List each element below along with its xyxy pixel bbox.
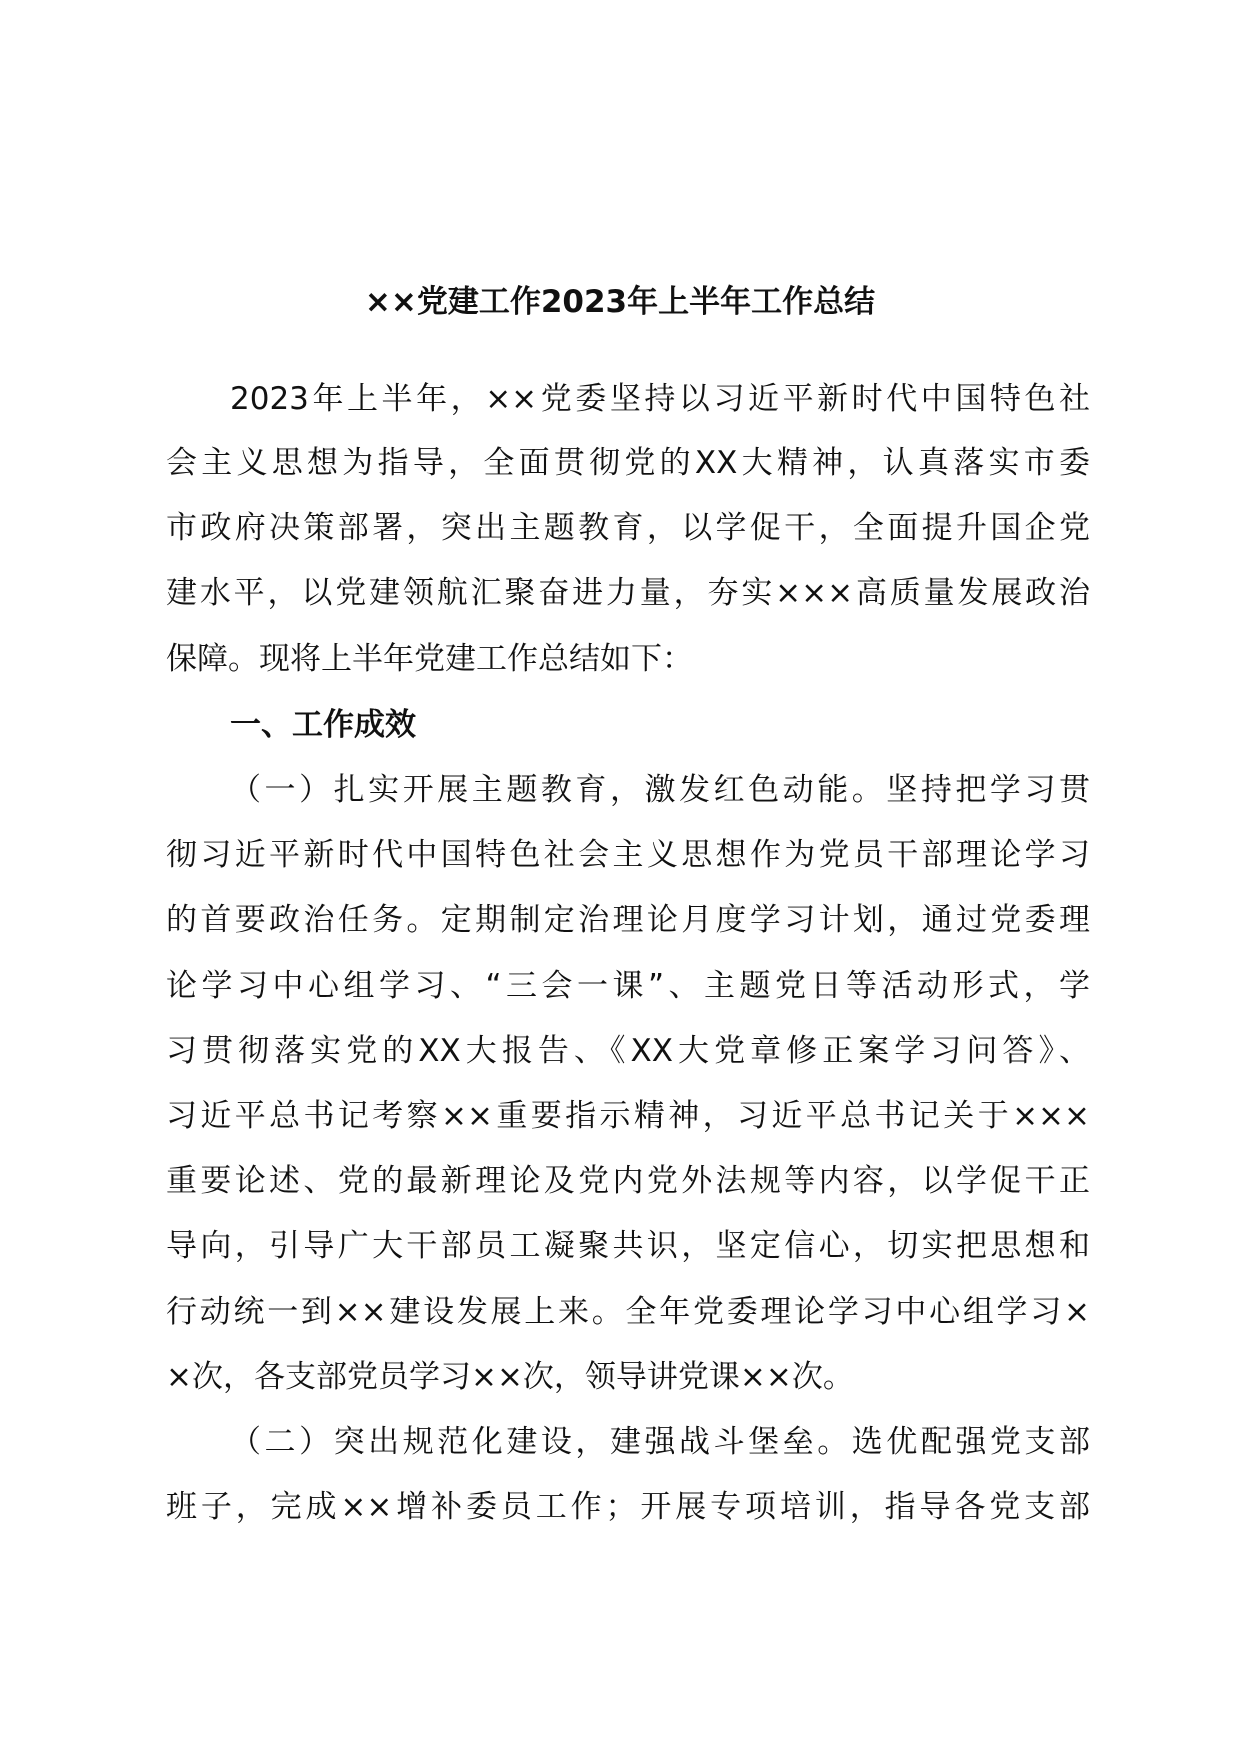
intro-line: 市政府决策部署，突出主题教育，以学促干，全面提升国企党 [166, 510, 1090, 546]
section-heading: 一、工作成效 [230, 707, 416, 743]
paragraph-line: （二）突出规范化建设，建强战斗堡垒。选优配强党支部 [230, 1424, 1090, 1460]
paragraph-line: 论学习中心组学习、“三会一课”、主题党日等活动形式，学 [166, 968, 1090, 1004]
intro-line: 保障。现将上半年党建工作总结如下： [166, 641, 693, 677]
intro-line: 建水平，以党建领航汇聚奋进力量，夯实×××高质量发展政治 [166, 575, 1090, 611]
paragraph-line: 行动统一到××建设发展上来。全年党委理论学习中心组学习× [166, 1294, 1090, 1330]
paragraph-line: 重要论述、党的最新理论及党内党外法规等内容，以学促干正 [166, 1163, 1090, 1199]
paragraph-line: ×次，各支部党员学习××次，领导讲党课××次。 [166, 1359, 854, 1395]
intro-line: 会主义思想为指导，全面贯彻党的XX大精神，认真落实市委 [166, 445, 1090, 481]
paragraph-line: 导向，引导广大干部员工凝聚共识，坚定信心，切实把思想和 [166, 1228, 1090, 1264]
paragraph-line: 习近平总书记考察××重要指示精神，习近平总书记关于××× [166, 1098, 1090, 1134]
paragraph-line: 彻习近平新时代中国特色社会主义思想作为党员干部理论学习 [166, 837, 1090, 873]
paragraph-line: 的首要政治任务。定期制定治理论月度学习计划，通过党委理 [166, 902, 1090, 938]
paragraph-line: 班子，完成××增补委员工作；开展专项培训，指导各党支部 [166, 1489, 1090, 1525]
intro-line: 2023年上半年，××党委坚持以习近平新时代中国特色社 [230, 381, 1090, 417]
paragraph-line: 习贯彻落实党的XX大报告、《XX大党章修正案学习问答》、 [166, 1033, 1090, 1069]
document-title: ××党建工作2023年上半年工作总结 [364, 284, 876, 320]
paragraph-line: （一）扎实开展主题教育，激发红色动能。坚持把学习贯 [230, 772, 1090, 808]
